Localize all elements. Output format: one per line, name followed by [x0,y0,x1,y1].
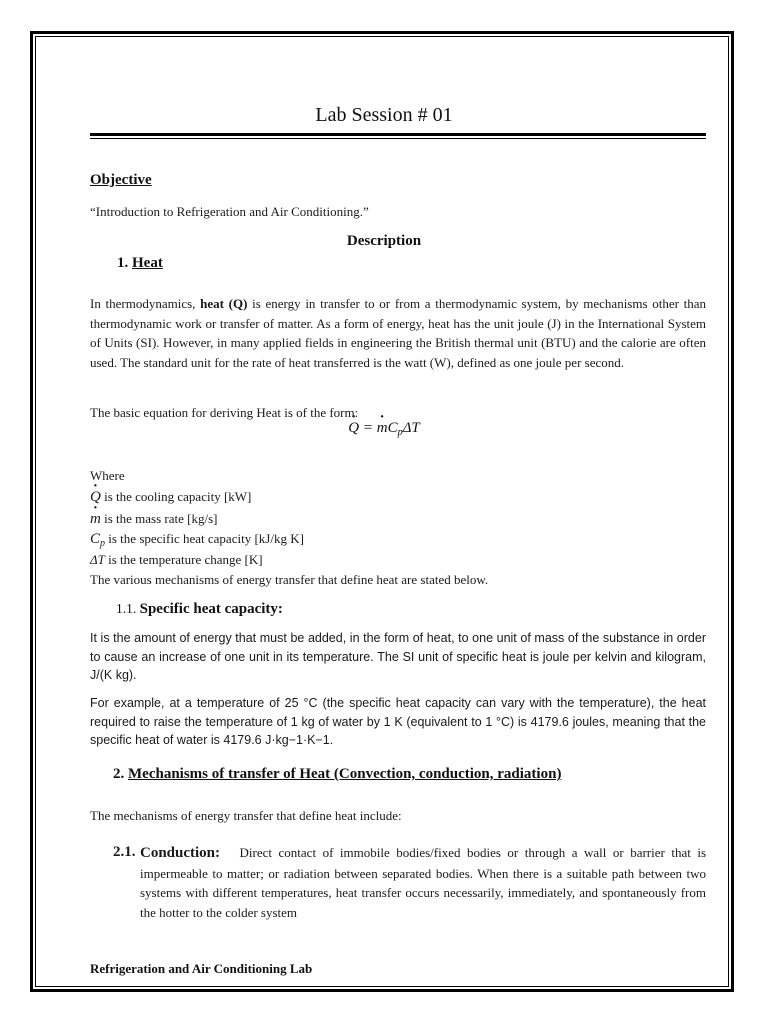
heat-number: 1. [117,255,129,271]
heat-para-bold: heat (Q) [200,296,248,311]
where-label: Where [90,468,125,483]
description-heading: Description [346,233,422,249]
specific-heat-title: Specific heat capacity: [139,601,283,617]
conduction-number: 2.1. [113,844,136,860]
heat-title: Heat [132,255,163,271]
objective-text: “Introduction to Refrigeration and Air Conditioning.” [90,204,369,219]
specific-heat-number: 1.1. [116,601,137,616]
conduction-paragraph [140,843,706,922]
equation-intro: The basic equation for deriving Heat is of the form: [90,405,359,420]
heat-heading [117,255,163,272]
specific-heat-para1: It is the amount of energy that must be added, in the form of heat, to one unit of mass of the substance in order to cause an increase of one unit in its temperature. The SI unit of specific heat is joule per kelvin and kilogram, J/(K kg). [90,631,706,683]
conduction-text: Direct contact of immobile bodies/fixed bodies or through a wall or barrier that is impermeable to matter; or radiation between separated bodies. When there is a suitable path between two systems with different temperatures, heat transfer occurs necessarily, immediately, and spontaneously from the hotter to the colder system [140,845,707,920]
specific-heat-heading [116,601,283,618]
mechanisms-intro: The mechanisms of energy transfer that define heat include: [90,808,402,823]
specific-heat-para2: For example, at a temperature of 25 °C (the specific heat capacity can vary with the temperature), the heat required to raise the temperature of 1 kg of water by 1 K (equivalent to 1 °C) is 4179.6 joules, meaning that the specific heat of water is 4179.6 J·kg−1·K−1. [90,696,706,748]
objective-heading: Objective [90,172,152,188]
mechanisms-heading [113,766,561,783]
conduction-title: Conduction: [140,845,221,861]
mechanisms-title: Mechanisms of transfer of Heat (Convection, conduction, radiation) [128,766,562,782]
var-dt-text: is the temperature change [K] [108,552,263,567]
title-rule-thin [90,138,706,139]
title-rule-thick [90,133,706,136]
heat-paragraph [90,294,706,372]
var-cp-text: is the specific heat capacity [kJ/kg K] [108,531,304,546]
heat-equation: Q · = $m \cdot C_p\Delta T$ [0,420,768,438]
var-m-line: m · is the mass rate [kg/s] [90,509,217,530]
var-dt-line: ΔT is the temperature change [K] [90,552,263,567]
page-footer: Refrigeration and Air Conditioning Lab [90,961,313,976]
heat-para-rest: is energy in transfer to or from a thermodynamic system, by mechanisms other than thermodynamic work or transfer of matter. As a form of energy, heat has the unit joule (J) in the International System of Units (SI). However, in many applied fields in engineering the British thermal unit (BTU) and the calorie are often used. The standard unit for the rate of heat transferred is the watt (W), defined as one joule per second. [90,296,707,370]
page-title: Lab Session # 01 [315,104,453,126]
mechanisms-number: 2. [113,766,125,782]
var-m-text: is the mass rate [kg/s] [104,511,218,526]
var-q-text: is the cooling capacity [kW] [104,489,252,504]
var-cp-line: $C_p$ is the specific heat capacity [kJ/kg K] [90,531,304,549]
heat-para-intro: In thermodynamics, [90,296,196,311]
var-q-line: Q · is the cooling capacity [kW] [90,487,251,508]
mechanisms-intro-line: The various mechanisms of energy transfer that define heat are stated below. [90,572,489,587]
